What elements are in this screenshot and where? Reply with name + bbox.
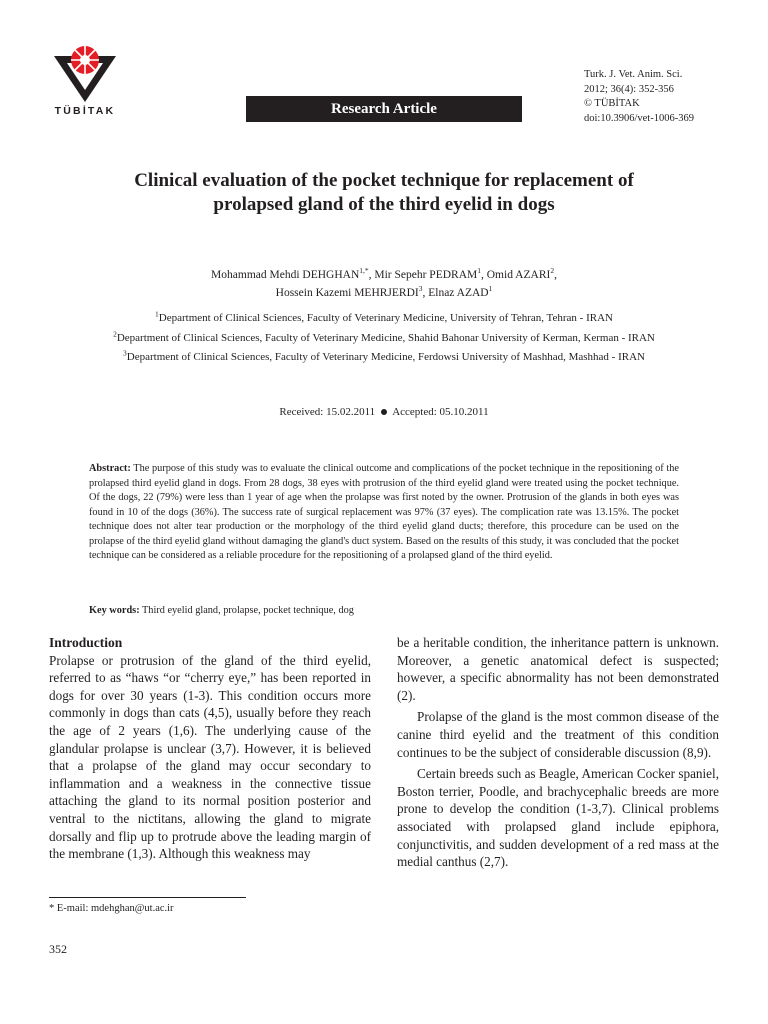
footnote-email[interactable]: * E-mail: mdehghan@ut.ac.ir <box>49 903 174 914</box>
body-column-left <box>49 634 371 863</box>
page-number: 352 <box>49 942 67 956</box>
tubitak-emblem-icon <box>50 38 120 106</box>
affiliation-text: Department of Clinical Sciences, Faculty of Veterinary Medicine, Ferdowsi University of Mashhad, Mashhad - IRAN <box>126 351 645 363</box>
body-paragraph: be a heritable condition, the inheritance pattern is unknown. Moreover, a genetic anatomical defect is suspected; however, a specific abnormality has not been demonstrated (2). <box>397 635 719 703</box>
accepted-date: Accepted: 05.10.2011 <box>392 406 489 418</box>
author-name: Omid AZARI <box>486 269 551 281</box>
dates <box>60 406 708 418</box>
author-sup: 2 <box>550 266 555 276</box>
section-heading: Introduction <box>49 635 123 650</box>
body-paragraph: Certain breeds such as Beagle, American Cocker spaniel, Boston terrier, Poodle, and brachycephalic breeds are more prone to develop the condition (1-3,7). Clinical problems associated with prolapsed gland include epiphora, conjunctivitis, and sudden development of a red mass at the medial canthus (2,7). <box>397 766 719 870</box>
affiliation-text: Department of Clinical Sciences, Faculty of Veterinary Medicine, Shahid Bahonar University of Kerman, Kerman - IRAN <box>116 331 655 344</box>
journal-info <box>584 68 754 126</box>
author-sup: 1 <box>488 284 493 294</box>
bullet-icon <box>381 409 387 415</box>
body-paragraph: Prolapse or protrusion of the gland of the third eyelid, referred to as “haws “or “cherry eye,” has been reported in dogs for over 30 years (1-3). This condition occurs more commonly in dogs than cats (4,5), usually before they reach the age of 2 years (1,6). The underlying cause of the glandular prolapse is unclear (3,7). However, it is believed that a prolapse of the gland may occur secondary to inflammation and a weakness in the connective tissue attaching the gland to its normal position posterior and ventral to the nictitans, allowing the gland to migrate dorsally and flip up to protrude above the leading margin of the membrane (1,3). Although this weakness may <box>49 652 371 862</box>
doi[interactable]: doi:10.3906/vet-1006-369 <box>584 112 694 124</box>
title-line: prolapsed gland of the third eyelid in dogs <box>213 194 555 215</box>
abstract-text: The purpose of this study was to evaluate the clinical outcome and complications of the pocket technique in the repositioning of the prolapsed third eyelid gland in dogs. From 28 dogs, 38 eyes with protrusion of the third eyelid gland were treated using the pocket technique. Of the dogs, 22 (79%) were less than 1 year of age when the prolapse was first noted by the owner. Protrusion of the glands in both eyes was found in 10 of the dogs (36%). The success rate of surgical replacement was 97% (37 eyes). The complication rate was 13.15%. The pocket technique does not alter tear production or the morphology of the third eyelid gland ducts; therefore, this procedure can be used on the prolapse of the third eyelid gland without damaging the gland's duct system. Based on the results of this study, it was concluded that the pocket technique can be considered as a reliable procedure for the repositioning of a prolapsed gland of the third eyelid. <box>89 463 679 561</box>
affiliation <box>40 309 728 329</box>
received-date: Received: 15.02.2011 <box>279 406 376 418</box>
abstract <box>89 462 679 564</box>
affiliation-sup: 1 <box>155 309 159 319</box>
affiliation-sup: 3 <box>123 348 127 358</box>
abstract-label: Abstract: <box>89 463 131 474</box>
journal-line: © TÜBİTAK <box>584 98 640 110</box>
title-line: Clinical evaluation of the pocket technique for replacement of <box>134 170 634 191</box>
tubitak-logo <box>50 38 120 123</box>
journal-line: 2012; 36(4): 352-356 <box>584 83 674 95</box>
footnote-divider <box>49 897 246 898</box>
logo-text: TÜBİTAK <box>54 105 116 117</box>
author-name: Hossein Kazemi MEHRJERDI <box>275 287 419 299</box>
keywords-text: Third eyelid gland, prolapse, pocket technique, dog <box>142 605 354 616</box>
author-name: Mir Sepehr PEDRAM <box>374 269 478 281</box>
body-paragraph: Prolapse of the gland is the most common disease of the canine third eyelid and the treatment of this condition continues to be the subject of considerable discussion (8,9). <box>397 709 719 760</box>
author-name: Elnaz AZAD <box>428 287 489 299</box>
keywords-label: Key words: <box>89 605 140 616</box>
affiliation-sup: 2 <box>113 328 117 338</box>
paper-title <box>60 169 708 217</box>
author-sup: 1 <box>477 266 481 276</box>
author-sup: 3 <box>418 284 423 294</box>
author-sup: 1,* <box>359 266 369 276</box>
affiliation <box>40 348 728 368</box>
affiliation <box>40 329 728 349</box>
affiliations <box>40 309 728 368</box>
journal-line: Turk. J. Vet. Anim. Sci. <box>584 69 683 80</box>
affiliation-text: Department of Clinical Sciences, Faculty of Veterinary Medicine, University of Tehran, Tehran - IRAN <box>158 312 613 324</box>
author-name: Mohammad Mehdi DEHGHAN <box>211 269 360 281</box>
article-type-banner: Research Article <box>246 96 522 122</box>
body-column-right <box>397 634 719 871</box>
keywords <box>89 605 679 616</box>
author-list: Mohammad Mehdi $DEHGHAN^{1,*}$, Mir Sepehr PEDRAM$^1$, Omid AZARI$^2$, Hossein Kazemi MEHRJERDI$^3$, Elnaz AZAD$^1$ <box>211 266 557 299</box>
